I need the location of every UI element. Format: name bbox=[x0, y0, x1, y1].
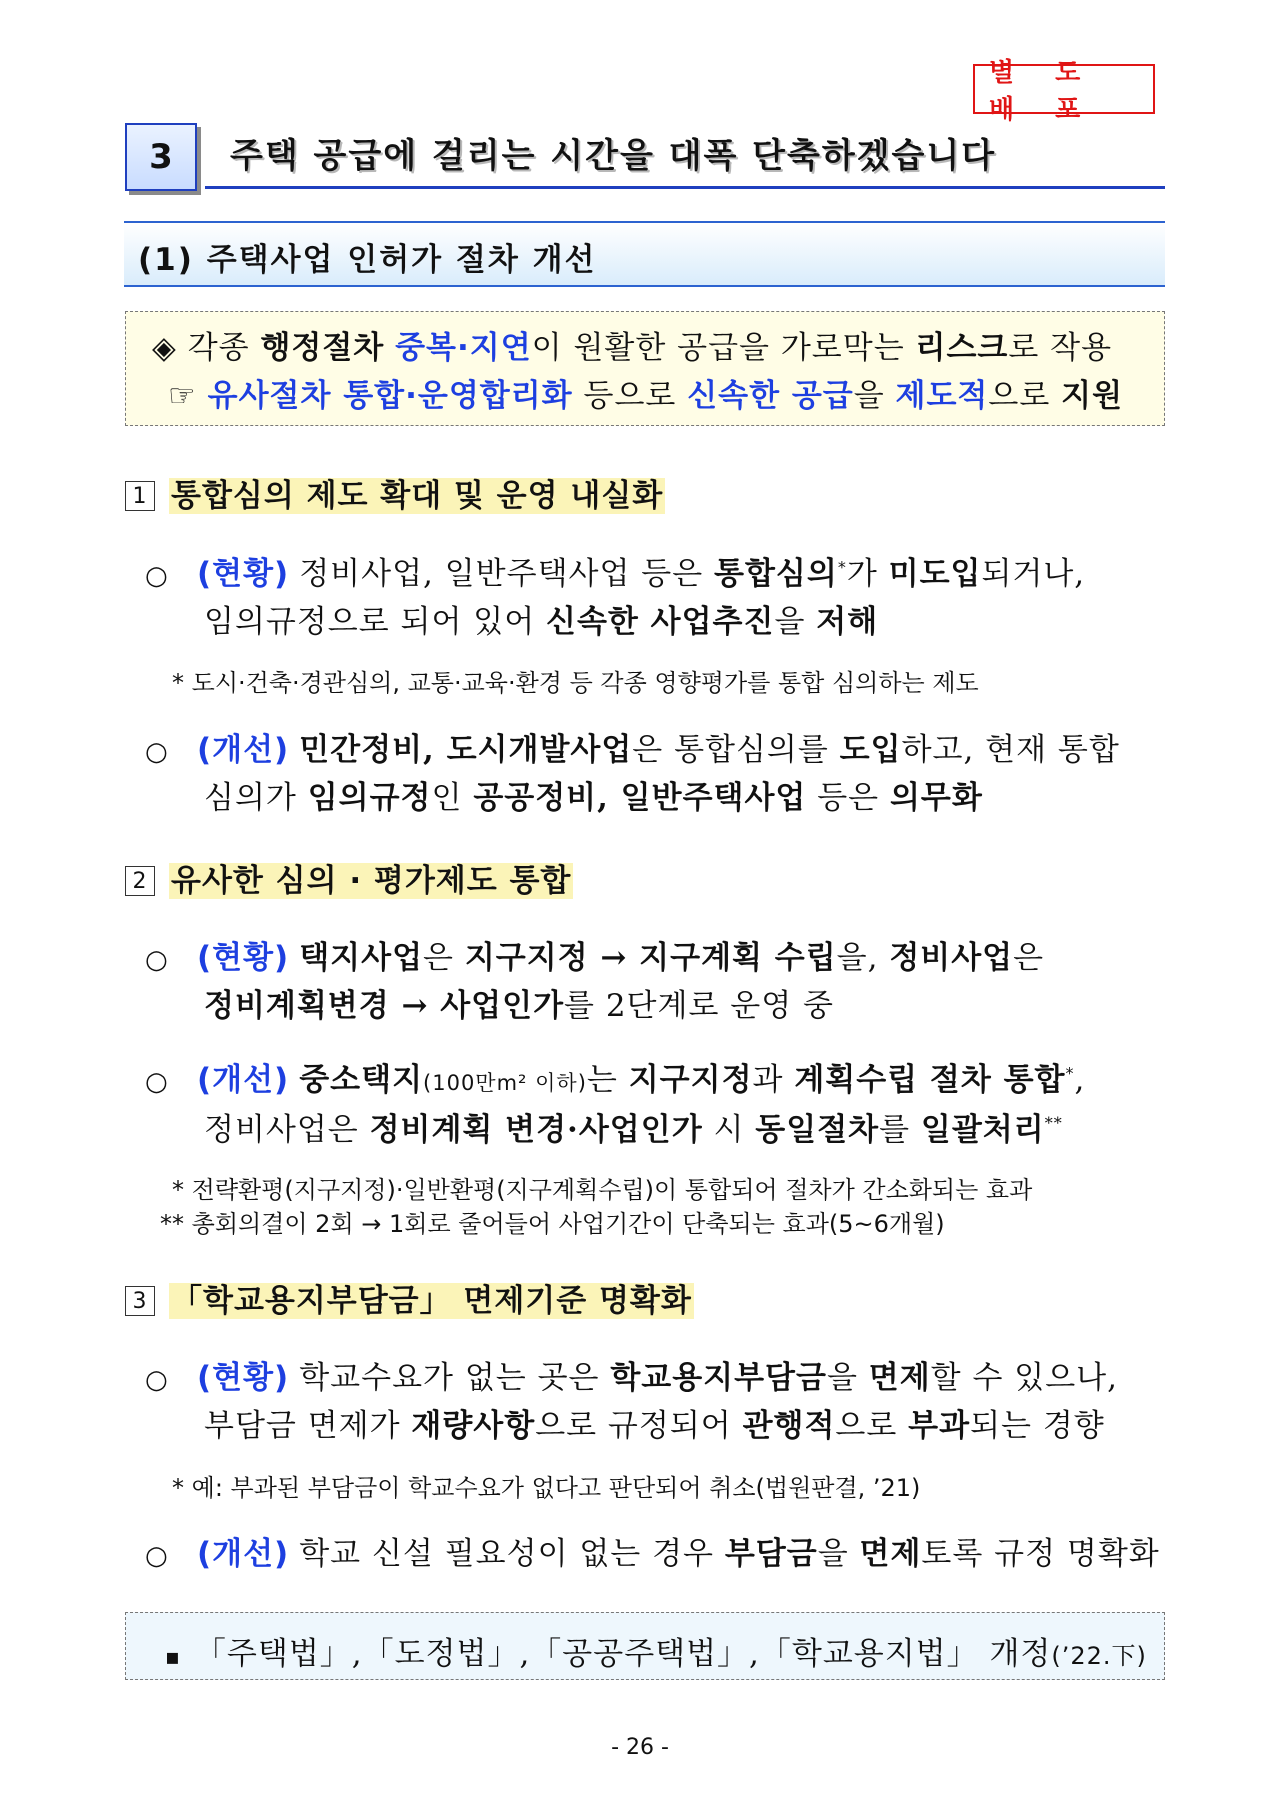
item-1-bullet-current-line-2: 임의규정으로 되어 있어 신속한 사업추진을 저해 bbox=[204, 604, 879, 640]
item-2-bullet-current-line-2: 정비계획변경 → 사업인가를 2단계로 운영 중 bbox=[204, 988, 834, 1024]
item-title: 통합심의 제도 확대 및 운영 내실화 bbox=[171, 478, 664, 514]
item-title: 유사한 심의 · 평가제도 통합 bbox=[171, 863, 572, 899]
item-3-bullet-current-line-2: 부담금 면제가 재량사항으로 규정되어 관행적으로 부과되는 경향 bbox=[204, 1408, 1105, 1444]
item-number-box: 3 bbox=[125, 1286, 155, 1316]
item-3-heading bbox=[125, 1275, 694, 1320]
square-bullet-icon: ▪ bbox=[165, 1645, 181, 1670]
item-1-heading bbox=[125, 470, 665, 515]
item-1-footnote: * 도시·건축·경관심의, 교통·교육·환경 등 각종 영향평가를 통합 심의하는 제도 bbox=[172, 669, 979, 697]
pointing-hand-marker: ☞ bbox=[168, 378, 197, 414]
item-1-bullet-current-line-1: ○ (현황) 정비사업, 일반주택사업 등은 통합심의*가 미도입되거나, bbox=[145, 556, 1086, 592]
item-2-bullet-current-line-1: ○ (현황) 택지사업은 지구지정 → 지구계획 수립을, 정비사업은 bbox=[145, 940, 1045, 976]
item-number-box: 1 bbox=[125, 481, 155, 511]
page-number: - 26 - bbox=[611, 1735, 669, 1760]
item-2-bullet-improve-line-1: ○ (개선) 중소택지(100만m² 이하)는 지구지정과 계획수립 절차 통합*, bbox=[145, 1062, 1086, 1098]
item-3-bullet-improve-line-1: ○ (개선) 학교 신설 필요성이 없는 경우 부담금을 면제토록 규정 명확화 bbox=[145, 1536, 1160, 1572]
section-number-box: 3 bbox=[125, 123, 197, 191]
item-1-bullet-improve-line-1: ○ (개선) 민간정비, 도시개발사업은 통합심의를 도입하고, 현재 통합 bbox=[145, 732, 1120, 768]
diamond-marker: ◈ bbox=[152, 330, 177, 366]
section-title: 주택 공급에 걸리는 시간을 대폭 단축하겠습니다 bbox=[230, 136, 997, 176]
subsection-title: (1) 주택사업 인허가 절차 개선 bbox=[138, 242, 597, 278]
item-2-footnote-2: ** 총회의결이 2회 → 1회로 줄어들어 사업기간이 단축되는 효과(5~6개월) bbox=[160, 1210, 945, 1238]
item-1-bullet-improve-line-2: 심의가 임의규정인 공공정비, 일반주택사업 등은 의무화 bbox=[204, 780, 983, 816]
item-2-heading bbox=[125, 855, 573, 900]
item-number-box: 2 bbox=[125, 866, 155, 896]
summary-line-1: ◈ 각종 행정절차 중복·지연이 원활한 공급을 가로막는 리스크로 작용 bbox=[152, 330, 1113, 366]
item-title: 「학교용지부담금」 면제기준 명확화 bbox=[171, 1283, 692, 1319]
summary-line-2: ☞ 유사절차 통합·운영합리화 등으로 신속한 공급을 제도적으로 지원 bbox=[168, 378, 1124, 414]
section-underline bbox=[205, 186, 1165, 189]
item-3-bullet-current-line-1: ○ (현황) 학교수요가 없는 곳은 학교용지부담금을 면제할 수 있으나, bbox=[145, 1360, 1118, 1396]
item-2-bullet-improve-line-2: 정비사업은 정비계획 변경·사업인가 시 동일절차를 일괄처리** bbox=[204, 1112, 1063, 1148]
law-revision-line: ▪ 「주택법」,「도정법」,「공공주택법」,「학교용지법」 개정(’22.下) bbox=[165, 1636, 1147, 1672]
item-2-footnote-1: * 전략환평(지구지정)·일반환평(지구계획수립)이 통합되어 절차가 간소화되는 효과 bbox=[172, 1176, 1033, 1204]
distribution-stamp: 별 도 배 포 bbox=[973, 64, 1155, 114]
item-3-footnote: * 예: 부과된 부담금이 학교수요가 없다고 판단되어 취소(법원판결, ’21) bbox=[172, 1474, 921, 1502]
